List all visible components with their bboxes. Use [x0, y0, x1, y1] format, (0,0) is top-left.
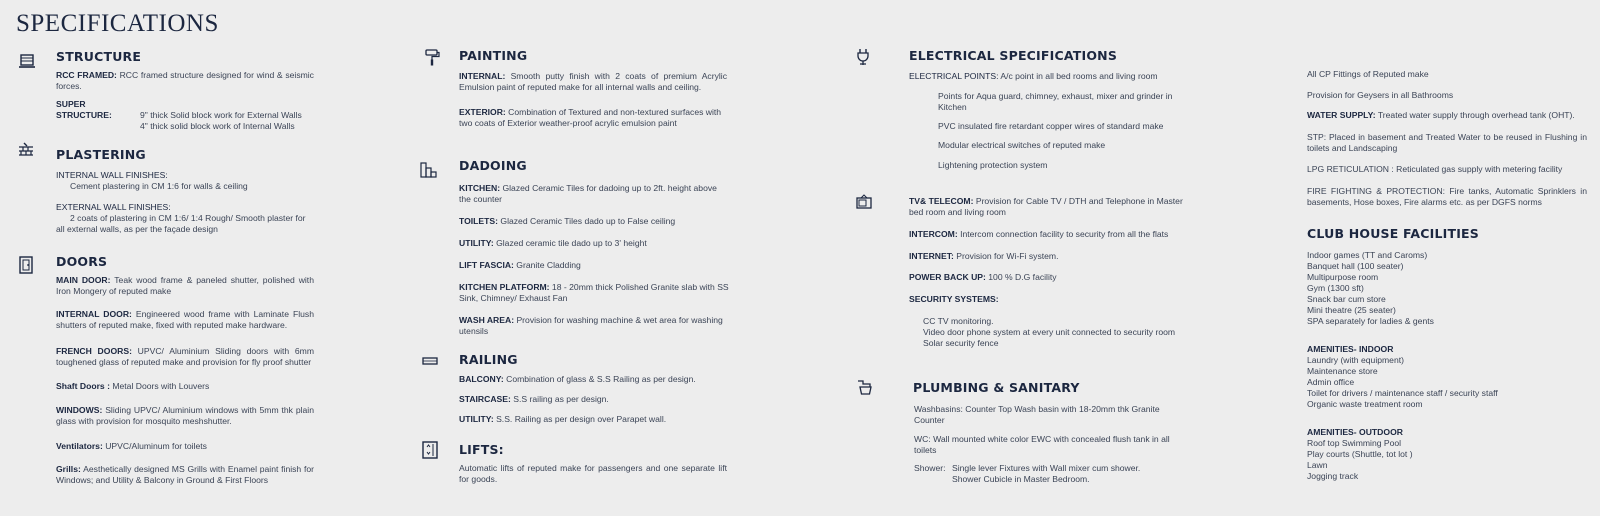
railing-icon: [421, 352, 439, 370]
page-title: SPECIFICATIONS: [16, 10, 219, 37]
outdoor-title: AMENITIES- OUTDOOR: [1307, 427, 1403, 437]
doors-title: DOORS: [56, 254, 108, 269]
structure-rcc: RCC FRAMED: RCC framed structure designed for wind & seismic forces.: [56, 70, 314, 91]
list-item: Admin office: [1307, 377, 1355, 387]
telecom-security-items: CC TV monitoring. Video door phone system at every unit connected to security room Solar security fence: [923, 316, 1176, 348]
electrical-item-2: PVC insulated fire retardant copper wires of standard make: [938, 121, 1164, 131]
plumbing-shower: Shower: Single lever Fixtures with Wall mixer cum shower. Shower Cubicle in Master Bedroom.: [914, 463, 1141, 484]
painting-internal: INTERNAL: Smooth putty finish with 2 coats of premium Acrylic Emulsion paint of reputed make for all internal walls and ceiling.: [459, 71, 727, 92]
electrical-points: ELECTRICAL POINTS: A/c point in all bed rooms and living room: [909, 71, 1158, 81]
building-icon: [18, 52, 36, 70]
structure-super: SUPER STRUCTURE: 9" thick Solid block work for External Walls 4" thick solid block work of Internal Walls: [56, 99, 302, 131]
telecom-security-label: SECURITY SYSTEMS:: [909, 294, 999, 304]
list-item: Multipurpose room: [1307, 272, 1379, 282]
list-item: Lawn: [1307, 460, 1328, 470]
plumbing-title: PLUMBING & SANITARY: [913, 380, 1080, 395]
plastering-title: PLASTERING: [56, 147, 146, 162]
plug-icon: [854, 48, 872, 66]
dadoing-utility: UTILITY: Glazed ceramic tile dado up to 3' height: [459, 238, 647, 248]
doors-windows: WINDOWS: Sliding UPVC/ Aluminium windows with 5mm thk plain glass with provision for mosquito meshshutter.: [56, 405, 314, 426]
misc-water: WATER SUPPLY: Treated water supply through overhead tank (OHT).: [1307, 110, 1575, 120]
electrical-item-1: Points for Aqua guard, chimney, exhaust, mixer and grinder in Kitchen: [938, 91, 1173, 112]
dadoing-lift: LIFT FASCIA: Granite Cladding: [459, 260, 581, 270]
list-item: Toilet for drivers / maintenance staff / security staff: [1307, 388, 1498, 398]
club-list: [1307, 250, 1592, 327]
brick-wall-icon: [17, 142, 35, 160]
list-item: Maintenance store: [1307, 366, 1378, 376]
club-title: CLUB HOUSE FACILITIES: [1307, 226, 1479, 241]
lifts-text: Automatic lifts of reputed make for passengers and one separate lift for goods.: [459, 463, 727, 484]
lifts-title: LIFTS:: [459, 442, 504, 457]
list-item: Mini theatre (25 seater): [1307, 305, 1396, 315]
telecom-tv: TV& TELECOM: Provision for Cable TV / DTH and Telephone in Master bed room and living room: [909, 196, 1183, 217]
telecom-internet: INTERNET: Provision for Wi-Fi system.: [909, 251, 1059, 261]
painting-exterior: EXTERIOR: Combination of Textured and non-textured surfaces with two coats of Exterior weather-proof acrylic emulsion paint: [459, 107, 722, 128]
indoor-list: [1307, 355, 1592, 410]
railing-utility: UTILITY: S.S. Railing as per design over Parapet wall.: [459, 414, 667, 424]
column-2: [428, 48, 748, 508]
door-icon: [17, 256, 35, 274]
list-item: Roof top Swimming Pool: [1307, 438, 1402, 448]
dadoing-platform: KITCHEN PLATFORM: 18 - 20mm thick Polished Granite slab with SS Sink, Chimney/ Exhaust Fan: [459, 282, 729, 303]
list-item: Organic waste treatment room: [1307, 399, 1423, 409]
paint-roller-icon: [424, 49, 442, 67]
outdoor-list: [1307, 438, 1592, 482]
list-item: Jogging track: [1307, 471, 1359, 481]
column-3: [870, 48, 1190, 508]
list-item: Laundry (with equipment): [1307, 355, 1404, 365]
tiles-icon: [420, 161, 438, 179]
electrical-title: ELECTRICAL SPECIFICATIONS: [909, 48, 1118, 63]
railing-balcony: BALCONY: Combination of glass & S.S Railing as per design.: [459, 374, 696, 384]
dadoing-toilets: TOILETS: Glazed Ceramic Tiles dado up to False ceiling: [459, 216, 676, 226]
doors-ventilators: Ventilators: UPVC/Aluminum for toilets: [56, 441, 207, 451]
faucet-icon: [856, 378, 874, 396]
painting-title: PAINTING: [459, 48, 528, 63]
misc-stp: STP: Placed in basement and Treated Water to be reused in Flushing in toilets and Landscaping: [1307, 132, 1587, 153]
doors-grills: Grills: Aesthetically designed MS Grills with Enamel paint finish for Windows; and Utility & Balcony in Ground & First Floors: [56, 464, 314, 485]
telecom-power: POWER BACK UP: 100 % D.G facility: [909, 272, 1057, 282]
tv-icon: [855, 193, 873, 211]
list-item: Snack bar cum store: [1307, 294, 1386, 304]
misc-geysers: Provision for Geysers in all Bathrooms: [1307, 90, 1454, 100]
lift-icon: [421, 441, 439, 459]
plastering-internal: INTERNAL WALL FINISHES: Cement plastering in CM 1:6 for walls & ceiling: [56, 170, 248, 191]
list-item: Indoor games (TT and Caroms): [1307, 250, 1428, 260]
column-1: [16, 48, 318, 508]
telecom-intercom: INTERCOM: Intercom connection facility to security from all the flats: [909, 229, 1169, 239]
doors-french: FRENCH DOORS: UPVC/ Aluminium Sliding doors with 6mm toughened glass of reputed make and provision for fly proof shutter: [56, 346, 314, 367]
dadoing-wash: WASH AREA: Provision for washing machine & wet area for washing utensils: [459, 315, 723, 336]
column-4: [1307, 48, 1592, 508]
railing-title: RAILING: [459, 352, 518, 367]
misc-cp: All CP Fittings of Reputed make: [1307, 69, 1429, 79]
electrical-item-4: Lightening protection system: [938, 160, 1048, 170]
doors-shaft: Shaft Doors : Metal Doors with Louvers: [56, 381, 210, 391]
structure-title: STRUCTURE: [56, 49, 142, 64]
plumbing-wash: Washbasins: Counter Top Wash basin with 18-20mm thk Granite Counter: [914, 404, 1160, 425]
doors-internal: INTERNAL DOOR: Engineered wood frame with Laminate Flush shutters of reputed make, fixed with reputed make hardware.: [56, 309, 314, 330]
dadoing-kitchen: KITCHEN: Glazed Ceramic Tiles for dadoing up to 2ft. height above the counter: [459, 183, 717, 204]
list-item: Gym (1300 sft): [1307, 283, 1364, 293]
list-item: SPA separately for ladies & gents: [1307, 316, 1434, 326]
list-item: Banquet hall (100 seater): [1307, 261, 1404, 271]
plastering-external: EXTERNAL WALL FINISHES: 2 coats of plastering in CM 1:6/ 1:4 Rough/ Smooth plaster for all external walls, as per the façade design: [56, 202, 306, 234]
misc-fire: FIRE FIGHTING & PROTECTION: Fire tanks, Automatic Sprinklers in basements, Hose boxes, Fire alarms etc. as per DGFS norms: [1307, 186, 1587, 207]
misc-lpg: LPG RETICULATION : Reticulated gas supply with metering facility: [1307, 164, 1563, 174]
indoor-title: AMENITIES- INDOOR: [1307, 344, 1394, 354]
list-item: Play courts (Shuttle, tot lot ): [1307, 449, 1413, 459]
plumbing-wc: WC: Wall mounted white color EWC with concealed flush tank in all toilets: [914, 434, 1170, 455]
dadoing-title: DADOING: [459, 158, 527, 173]
railing-staircase: STAIRCASE: S.S railing as per design.: [459, 394, 609, 404]
doors-main: MAIN DOOR: Teak wood frame & paneled shutter, polished with Iron Mongery of reputed make: [56, 275, 314, 296]
electrical-item-3: Modular electrical switches of reputed make: [938, 140, 1106, 150]
